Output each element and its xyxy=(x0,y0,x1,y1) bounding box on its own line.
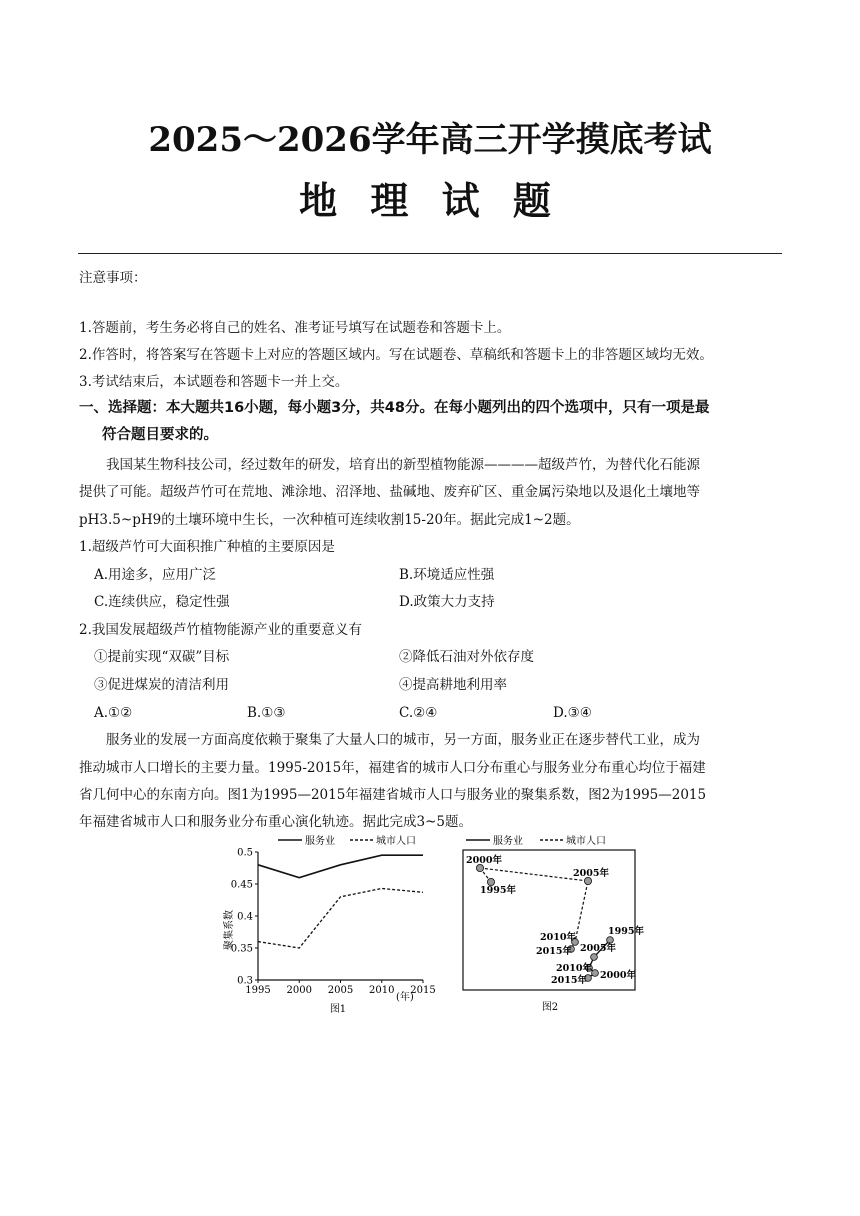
label-pop-2010: 2010年 xyxy=(540,932,576,943)
notice-item: 1.答题前，考生务必将自己的姓名、准考证号填写在试题卷和答题卡上。 xyxy=(79,320,511,336)
label-service-2010: 2010年 xyxy=(556,963,592,974)
service-point-2000 xyxy=(592,970,599,977)
section-heading: 一、选择题：本大题共16小题，每小题3分，共48分。在每小题列出的四个选项中，只有一项是最 xyxy=(79,400,710,416)
figure2-chart xyxy=(458,830,648,1015)
figure1-legend xyxy=(278,834,416,847)
question-stem: 2.我国发展超级芦竹植物能源产业的重要意义有 xyxy=(79,622,362,638)
y-tick-label: 0.35 xyxy=(230,943,253,955)
label-service-2015: 2015年 xyxy=(551,975,587,986)
legend-pop-label: 城市人口 xyxy=(376,836,416,847)
track-labels xyxy=(466,854,644,986)
header-divider xyxy=(78,253,782,254)
legend-pop-label: 城市人口 xyxy=(566,836,606,847)
track-points xyxy=(476,864,613,981)
label-service-2005: 2005年 xyxy=(580,943,616,954)
figure1-chart xyxy=(218,830,448,1015)
option-a: A.①② xyxy=(94,705,133,721)
passage-line: 年福建省城市人口和服务业分布重心演化轨迹。据此完成3~5题。 xyxy=(79,814,472,830)
subject-title: 地 理 试 题 xyxy=(299,179,561,223)
series-line-service xyxy=(258,855,423,877)
x-tick-label: 2010 xyxy=(369,985,395,996)
figure1-axes xyxy=(258,852,423,980)
figure1-series xyxy=(258,855,423,948)
statement-3: ③促进煤炭的清洁利用 xyxy=(94,677,229,693)
label-pop-2005: 2005年 xyxy=(573,868,609,879)
exam-title: 2025～2026学年高三开学摸底考试 xyxy=(148,120,712,160)
passage-line: pH3.5~pH9的土壤环境中生长，一次种植可连续收割15-20年。据此完成1~2题。 xyxy=(79,512,580,528)
passage-line: 推动城市人口增长的主要力量。1995-2015年，福建省的城市人口分布重心与服务业分布重心均位于福建 xyxy=(79,760,706,776)
figure2-caption: 图2 xyxy=(541,1002,559,1013)
option-d: D.③④ xyxy=(553,705,592,721)
section-heading-cont: 符合题目要求的。 xyxy=(102,427,218,443)
question-stem: 1.超级芦竹可大面积推广种植的主要原因是 xyxy=(79,539,335,555)
passage-line: 我国某生物科技公司，经过数年的研发，培育出的新型植物能源————超级芦竹，为替代化石能源 xyxy=(106,457,700,473)
figure2-frame xyxy=(463,850,635,990)
passage-line: 服务业的发展一方面高度依赖于聚集了大量人口的城市，另一方面，服务业正在逐步替代工业，成为 xyxy=(106,732,700,748)
x-axis-unit: (年) xyxy=(396,992,414,1003)
label-service-2000: 2000年 xyxy=(600,970,636,981)
label-pop-2015: 2015年 xyxy=(536,946,572,957)
option-b: B.①③ xyxy=(247,705,286,721)
x-tick-label: 1995 xyxy=(245,985,271,996)
y-tick-label: 0.5 xyxy=(237,847,253,859)
y-tick-label: 0.45 xyxy=(230,879,253,891)
statement-2: ②降低石油对外依存度 xyxy=(399,649,534,665)
option-c: C.②④ xyxy=(399,705,438,721)
x-tick-label: 2000 xyxy=(286,985,312,996)
statement-4: ④提高耕地利用率 xyxy=(399,677,507,693)
service-point-2005 xyxy=(591,954,598,961)
notice-item: 3.考试结束后，本试题卷和答题卡一并上交。 xyxy=(79,374,349,390)
y-tick-label: 0.3 xyxy=(237,975,253,987)
option-a: A.用途多，应用广泛 xyxy=(94,567,217,583)
legend-service-label: 服务业 xyxy=(305,836,335,847)
option-d: D.政策大力支持 xyxy=(399,594,495,610)
label-pop-2000: 2000年 xyxy=(466,855,502,866)
notice-item: 2.作答时，将答案写在答题卡上对应的答题区域内。写在试题卷、草稿纸和答题卡上的非答题区域均无效。 xyxy=(79,347,713,363)
option-c: C.连续供应，稳定性强 xyxy=(94,594,230,610)
statement-1: ①提前实现“双碳”目标 xyxy=(94,649,230,665)
label-pop-1995: 1995年 xyxy=(480,885,516,896)
passage-line: 省几何中心的东南方向。图1为1995—2015年福建省城市人口与服务业的聚集系数，图2为1995—2015 xyxy=(79,787,707,803)
legend-service-label: 服务业 xyxy=(493,836,523,847)
figure1-caption: 图1 xyxy=(329,1004,347,1015)
x-tick-label: 2005 xyxy=(327,985,354,996)
notice-heading: 注意事项： xyxy=(79,270,147,286)
series-line-urban-population xyxy=(258,888,423,948)
y-axis-label: 聚集系数 xyxy=(224,910,235,950)
x-tick-label: 2015 xyxy=(410,985,436,996)
y-tick-label: 0.4 xyxy=(237,911,253,923)
label-service-1995: 1995年 xyxy=(608,926,644,937)
passage-line: 提供了可能。超级芦竹可在荒地、滩涂地、沼泽地、盐碱地、废弃矿区、重金属污染地以及退化土壤地等 xyxy=(79,484,700,500)
option-b: B.环境适应性强 xyxy=(399,567,495,583)
